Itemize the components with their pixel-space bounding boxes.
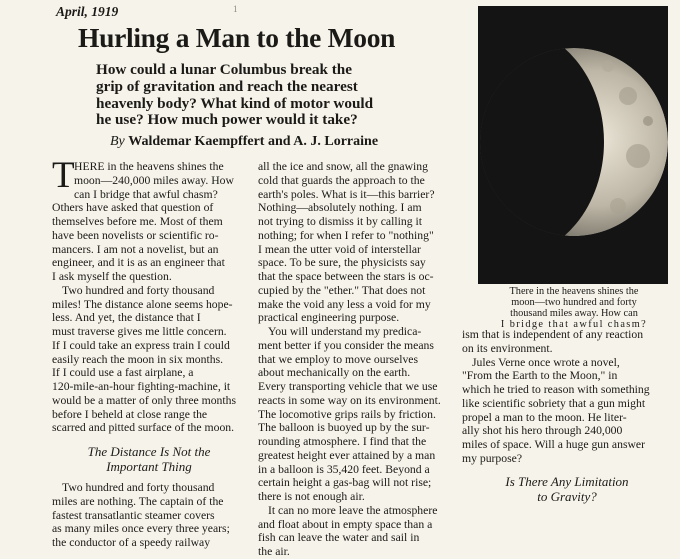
text-line: The balloon is buoyed up by the sur- (258, 421, 430, 435)
text-line: in a balloon is 35,420 feet. Beyond a (258, 462, 430, 476)
text-line: certain height a gas-bag will not rise; (258, 476, 432, 490)
text-line: If I could use a fast airplane, a (52, 366, 194, 380)
text-line: cupied by the "ether." That does not (258, 283, 426, 297)
text-line: scarred and pitted surface of the moon. (52, 421, 235, 435)
text-line: the air. (258, 545, 290, 558)
text-line: ment better if you consider the means (258, 338, 434, 352)
text-line: that the space between the stars is oc- (258, 270, 434, 283)
text-line: there is not enough air. (258, 490, 365, 503)
text-line: mancers. I am not a novelist, but an (52, 242, 219, 256)
text-line: miles! The distance alone seems hope- (52, 297, 233, 311)
photo-caption (480, 286, 668, 330)
subhead-line: The Distance Is Not the (87, 444, 211, 459)
text-line: make the void any less a void for my (258, 297, 431, 311)
text-line: cold that guards the approach to the (258, 173, 425, 187)
text-line: as many miles once every three years; (52, 522, 230, 536)
text-line: If I could take an express train I could (52, 338, 230, 352)
text-line: on its environment. (462, 341, 553, 355)
text-line: have been novelists or scientific ro- (52, 228, 219, 242)
text-line: moon—240,000 miles away. How (74, 173, 234, 187)
text-line: Others have asked that question of (52, 201, 214, 215)
text-line: nothing; for when I refer to "nothing" (258, 228, 434, 242)
caption-line: moon—two hundred and forty (511, 297, 637, 308)
article-deck (96, 62, 446, 129)
dateline: April, 1919 (56, 4, 119, 19)
text-line: before I beheld at close range the (52, 407, 208, 421)
text-line: It can no more leave the atmosphere (268, 503, 438, 517)
text-line: greatest height ever attained by a man (258, 448, 436, 462)
moon-photo (478, 6, 668, 284)
subhead-line: Is There Any Limitation (505, 473, 629, 489)
text-line: rounding atmosphere. I find that the (258, 435, 427, 448)
caption-line: thousand miles away. How can (510, 308, 638, 319)
text-line: my purpose? (462, 451, 523, 465)
subhead-line: to Gravity? (537, 488, 597, 504)
text-line: which he tried to reason with something (462, 383, 650, 396)
text-line: You will understand my predica- (268, 325, 422, 338)
text-line: the conductor of a speedy railway (52, 536, 211, 549)
text-line: all the ice and snow, all the gnawing (258, 160, 428, 173)
text-line: less. And yet, the distance that I (52, 311, 201, 325)
text-line: The locomotive grips rails by friction. (258, 407, 436, 421)
text-line: practical engineering purpose. (258, 311, 400, 325)
text-line: Every transporting vehicle that we use (258, 380, 438, 393)
text-line: easily reach the moon in six months. (52, 352, 224, 366)
text-line: Two hundred and forty thousand (62, 283, 215, 297)
text-line: not trying to dismiss it by calling it (258, 215, 422, 228)
drop-cap: T (52, 155, 75, 196)
subhead-line: Important Thing (106, 459, 192, 474)
text-line: Nothing—absolutely nothing. I am (258, 201, 422, 215)
deck-line: he use? How much power would it take? (96, 111, 358, 129)
text-line: earth's poles. What is it—this barrier? (258, 187, 435, 201)
text-line: reacts in some way on its environment. (258, 393, 441, 407)
page-mark: 1 (233, 4, 238, 14)
byline-authors: Waldemar Kaempffert and A. J. Lorraine (128, 134, 379, 149)
deck-line: heavenly body? What kind of motor would (96, 94, 374, 112)
caption-line: I bridge that awful chasm? (500, 319, 648, 330)
text-line: "From the Earth to the Moon," in (462, 369, 618, 383)
text-line: can I bridge that awful chasm? (74, 187, 218, 201)
text-line: HERE in the heavens shines the (74, 160, 224, 173)
text-line: like scientific sobriety that a gun might (462, 396, 646, 410)
text-line: engineer, and it is as an engineer that (52, 256, 225, 270)
text-line: space. To be sure, the physicists say (258, 256, 426, 270)
text-line: ally shot his hero through 240,000 (462, 424, 623, 438)
text-line: would be a matter of only three months (52, 393, 237, 407)
column-3 (462, 328, 672, 504)
moon-image (478, 6, 668, 284)
byline-by: By (110, 134, 125, 149)
text-line: miles are nothing. The captain of the (52, 494, 224, 508)
caption-line: There in the heavens shines the (509, 286, 639, 297)
text-line: fastest transatlantic steamer covers (52, 508, 215, 522)
text-line: themselves before me. Most of them (52, 215, 223, 228)
text-line: miles of space. Will a huge gun answer (462, 438, 646, 451)
article-title: Hurling a Man to the Moon (78, 22, 396, 53)
deck-line: grip of gravitation and reach the nearest (96, 77, 358, 95)
column-1 (52, 155, 246, 550)
text-line: and float about in empty space than a (258, 517, 433, 531)
column-2 (258, 160, 452, 559)
text-line: must traverse gives me little concern. (52, 325, 227, 338)
text-line: propel a man to the moon. He liter- (462, 410, 627, 424)
text-line: I mean the utter void of interstellar (258, 242, 421, 256)
text-line: Two hundred and forty thousand (62, 481, 215, 494)
text-line: I ask myself the question. (52, 270, 172, 283)
text-line: about mechanically on the earth. (258, 366, 411, 380)
text-line: fish can leave the water and sail in (258, 531, 420, 545)
deck-line: How could a lunar Columbus break the (96, 61, 352, 78)
text-line: ism that is independent of any reaction (462, 328, 644, 341)
byline (110, 134, 378, 150)
text-line: that we employ to move ourselves (258, 352, 419, 366)
text-line: Jules Verne once wrote a novel, (472, 355, 620, 369)
text-line: 120-mile-an-hour fighting-machine, it (52, 380, 231, 393)
